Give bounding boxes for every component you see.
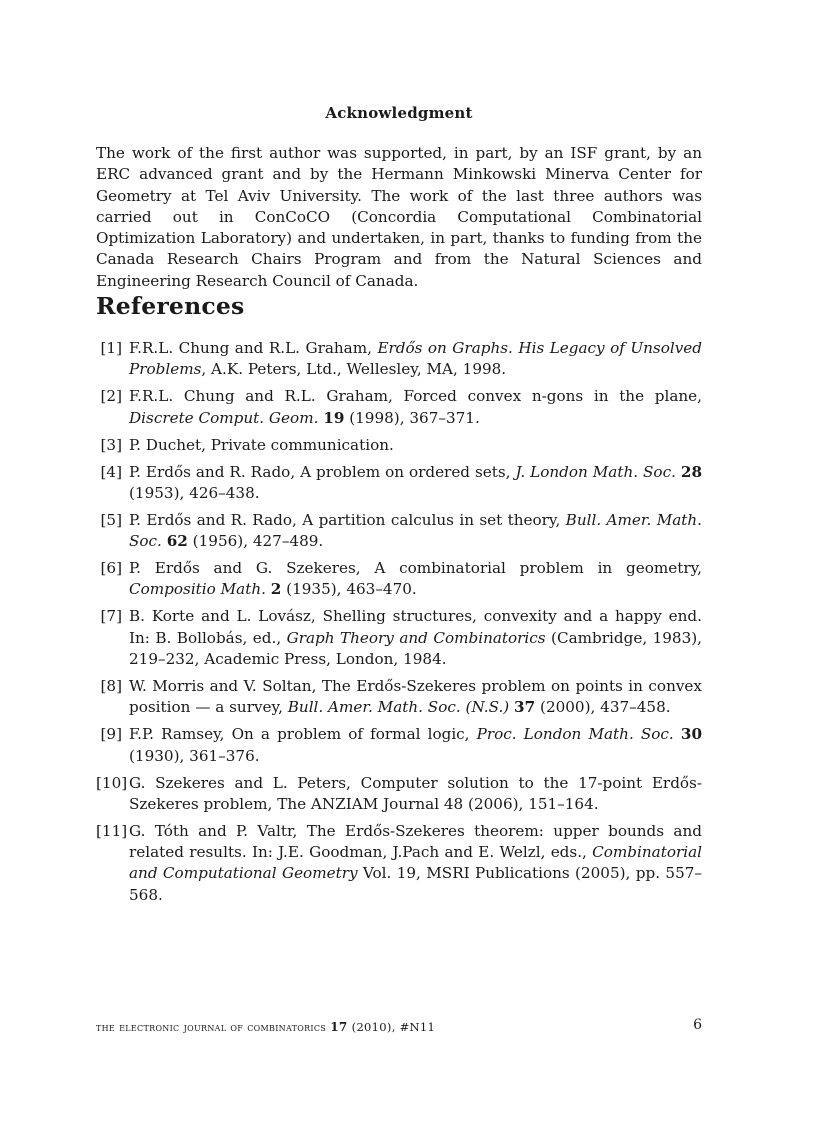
reference-item: [96, 338, 702, 381]
reference-item: [96, 773, 702, 816]
reference-volume: 37: [514, 698, 536, 717]
reference-text: P. Duchet, Private communication.: [129, 435, 394, 454]
reference-item: [96, 462, 702, 505]
reference-text: (2000), 437–458.: [535, 698, 671, 717]
reference-number: [10]: [96, 773, 128, 792]
reference-number: [5]: [100, 510, 122, 529]
reference-text: (1956), 427–489.: [187, 532, 324, 551]
reference-item: [96, 821, 702, 906]
reference-number: [3]: [100, 435, 122, 454]
reference-number: [8]: [100, 676, 122, 695]
reference-volume: 2: [270, 580, 282, 599]
footer-issue: (2010), #N11: [351, 1020, 436, 1034]
reference-text: (1998), 367–371.: [344, 408, 480, 427]
reference-number: [2]: [100, 387, 122, 406]
footer-journal-citation: [96, 1020, 435, 1034]
reference-number: [1]: [100, 339, 122, 357]
reference-item: [96, 510, 702, 553]
reference-text: F.R.L. Chung and R.L. Graham,: [129, 339, 378, 357]
reference-text: (1953), 426–438.: [129, 483, 260, 502]
reference-text: W. Morris and V. Soltan, The Erdős-Szekeres problem on points in convex position — a survey,: [129, 676, 702, 717]
reference-item: [96, 606, 702, 670]
reference-title-italic: Combinatorial and Computational Geometry: [129, 843, 702, 883]
reference-text: G. Tóth and P. Valtr, The Erdős-Szekeres theorem: upper bounds and related results. In: J.E. Goodman, J.Pach and E. Welzl, eds.,: [129, 821, 702, 862]
acknowledgment-title: Acknowledgment: [325, 104, 473, 122]
reference-text: Vol. 19, MSRI Publications (2005), pp. 557–568.: [129, 864, 702, 904]
reference-title-italic: Discrete Comput. Geom.: [129, 408, 319, 427]
acknowledgment-body: The work of the first author was supported, in part, by an ISF grant, by an ERC advanced grant and by the Hermann Minkowski Minerva Center for Geometry at Tel Aviv University. The work of the last three authors was carried out in ConCoCO (Concordia Computational Combinatorial Optimization Laboratory) and undertaken, in part, thanks to funding from the Canada Research Chairs Program and from the Natural Sciences and Engineering Research Council of Canada.: [96, 144, 702, 290]
page-number: 6: [693, 1017, 702, 1033]
reference-title-italic: J. London Math. Soc.: [515, 462, 676, 481]
reference-item: [96, 558, 702, 601]
reference-title-italic: Erdős on Graphs. His Legacy of Unsolved Problems: [129, 339, 702, 379]
references-heading: References: [96, 292, 245, 320]
reference-title-italic: Compositio Math.: [129, 580, 266, 599]
reference-volume: 28: [680, 462, 703, 481]
footer-volume: 17: [330, 1020, 348, 1034]
reference-text: B. Korte and L. Lovász, Shelling structures, convexity and a happy end. In: B. Bollobás, ed.,: [129, 607, 702, 647]
reference-item: [96, 676, 702, 719]
reference-number: [11]: [96, 821, 128, 840]
reference-title-italic: Proc. London Math. Soc.: [476, 725, 674, 744]
reference-title-italic: Bull. Amer. Math. Soc.: [129, 510, 703, 551]
reference-text: (1930), 361–376.: [129, 746, 260, 765]
reference-text: F.P. Ramsey, On a problem of formal logic,: [129, 725, 477, 744]
reference-text: (Cambridge, 1983), 219–232, Academic Press, London, 1984.: [129, 628, 702, 668]
reference-text: F.R.L. Chung and R.L. Graham, Forced convex n-gons in the plane,: [129, 387, 702, 406]
reference-text: , A.K. Peters, Ltd., Wellesley, MA, 1998.: [201, 360, 507, 379]
reference-number: [7]: [100, 607, 122, 626]
reference-item: [96, 724, 702, 767]
reference-title-italic: Graph Theory and Combinatorics: [286, 628, 546, 647]
reference-text: G. Szekeres and L. Peters, Computer solution to the 17-point Erdős-Szekeres problem, The ANZIAM Journal 48 (2006), 151–164.: [129, 773, 702, 813]
reference-text: P. Erdős and R. Rado, A partition calculus in set theory,: [129, 510, 566, 529]
reference-item: [96, 386, 702, 429]
reference-volume: 30: [680, 725, 703, 744]
reference-list: [96, 338, 702, 912]
reference-title-italic: Bull. Amer. Math. Soc. (N.S.): [287, 698, 510, 717]
reference-text: (1935), 463–470.: [281, 580, 417, 599]
reference-item: [96, 435, 702, 456]
reference-text: P. Erdős and G. Szekeres, A combinatorial problem in geometry,: [129, 559, 702, 578]
reference-text: P. Erdős and R. Rado, A problem on ordered sets,: [129, 462, 516, 481]
reference-number: [9]: [100, 725, 122, 744]
reference-number: [6]: [100, 559, 122, 578]
reference-number: [4]: [100, 462, 122, 481]
reference-text: [674, 725, 681, 743]
reference-volume: 62: [166, 532, 188, 551]
footer-journal-name: the electronic journal of combinatorics: [96, 1020, 327, 1034]
reference-volume: 19: [323, 408, 345, 427]
